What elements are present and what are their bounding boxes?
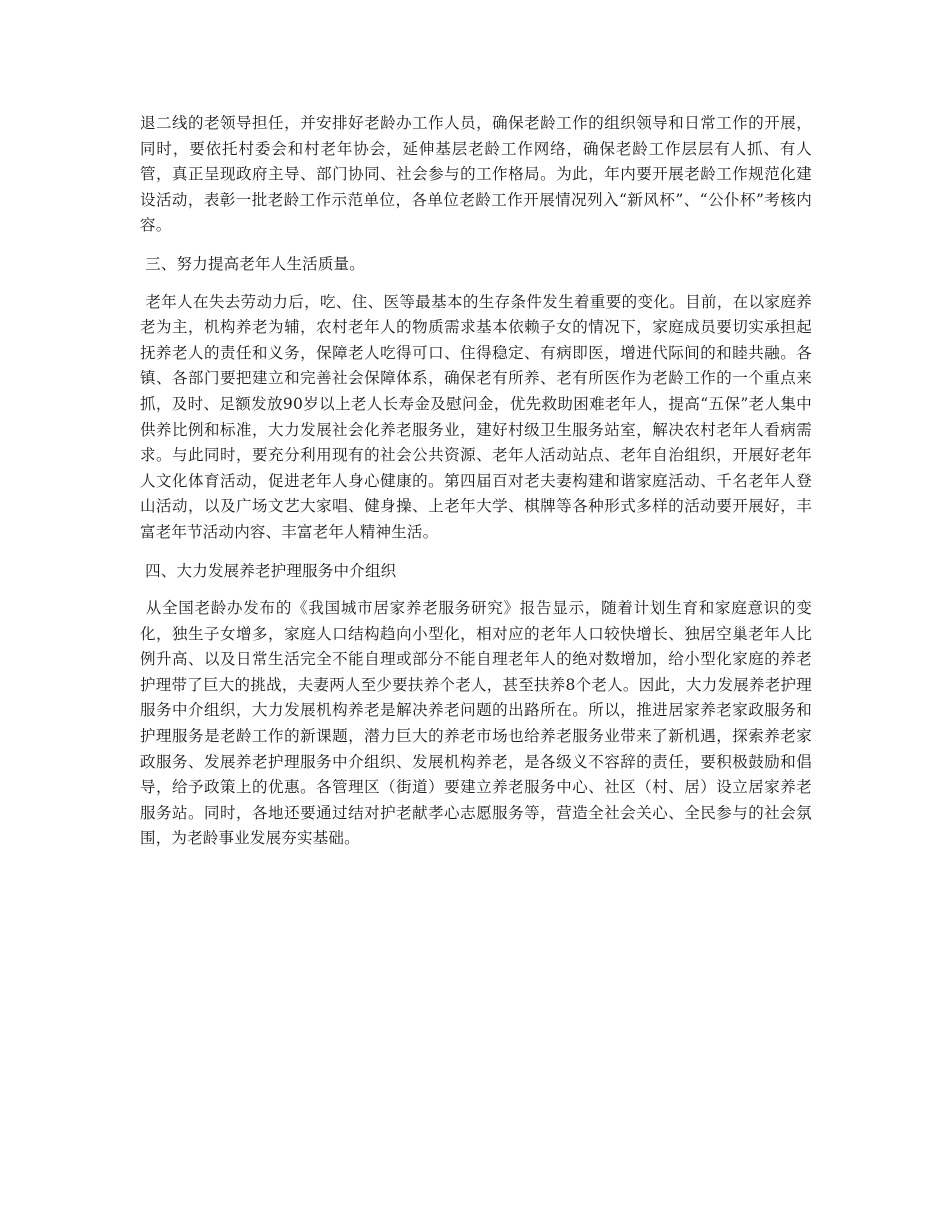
section-heading-4: 四、大力发展养老护理服务中介组织 (140, 561, 397, 580)
paragraph-intro: 退二线的老领导担任，并安排好老龄办工作人员，确保老龄工作的组织领导和日常工作的开展，同时，要依托村委会和村老年协会，延伸基层老龄工作网络，确保老龄工作层层有人抓、有人管，真正呈现政府主导、部门协同、社会参与的工作格局。为此，年内要开展老龄工作规范化建设活动，表彰一批老龄工作示范单位，各单位老龄工作开展情况列入“新风杯”、“公仆杯”考核内容。 (140, 114, 812, 235)
document-body (140, 111, 812, 865)
section-heading-3: 三、努力提高老年人生活质量。 (140, 254, 365, 273)
paragraph-section-3: 老年人在失去劳动力后，吃、住、医等最基本的生存条件发生着重要的变化。目前，在以家庭养老为主，机构养老为辅，农村老年人的物质需求基本依赖子女的情况下，家庭成员要切实承担起抚养老人的责任和义务，保障老人吃得可口、住得稳定、有病即医，增进代际间的和睦共融。各镇、各部门要把建立和完善社会保障体系，确保老有所养、老有所医作为老龄工作的一个重点来抓，及时、足额发放90岁以上老人长寿金及慰问金，优先救助困难老年人，提高“五保”老人集中供养比例和标准，大力发展社会化养老服务业，建好村级卫生服务站室，解决农村老年人看病需求。与此同时，要充分利用现有的社会公共资源、老年人活动站点、老年自治组织，开展好老年人文化体育活动，促进老年人身心健康的。第四届百对老夫妻构建和谐家庭活动、千名老年人登山活动，以及广场文艺大家唱、健身操、上老年大学、棋牌等各种形式多样的活动要开展好，丰富老年节活动内容、丰富老年人精神生活。 (140, 292, 812, 541)
paragraph-section-4: 从全国老龄办发布的《我国城市居家养老服务研究》报告显示，随着计划生育和家庭意识的变化，独生子女增多，家庭人口结构趋向小型化，相对应的老年人口较快增长、独居空巢老年人比例升高、以及日常生活完全不能自理或部分不能自理老年人的绝对数增加，给小型化家庭的养老护理带了巨大的挑战，夫妻两人至少要扶养个老人，甚至扶养8个老人。因此，大力发展养老护理服务中介组织，大力发展机构养老是解决养老问题的出路所在。所以，推进居家养老家政服务和护理服务是老龄工作的新课题，潜力巨大的养老市场也给养老服务业带来了新机遇，探索养老家政服务、发展养老护理服务中介组织、发展机构养老，是各级义不容辞的责任，要积极鼓励和倡导，给予政策上的优惠。各管理区（街道）要建立养老服务中心、社区（村、居）设立居家养老服务站。同时，各地还要通过结对护老献孝心志愿服务等，营造全社会关心、全民参与的社会氛围，为老龄事业发展夯实基础。 (140, 599, 812, 848)
